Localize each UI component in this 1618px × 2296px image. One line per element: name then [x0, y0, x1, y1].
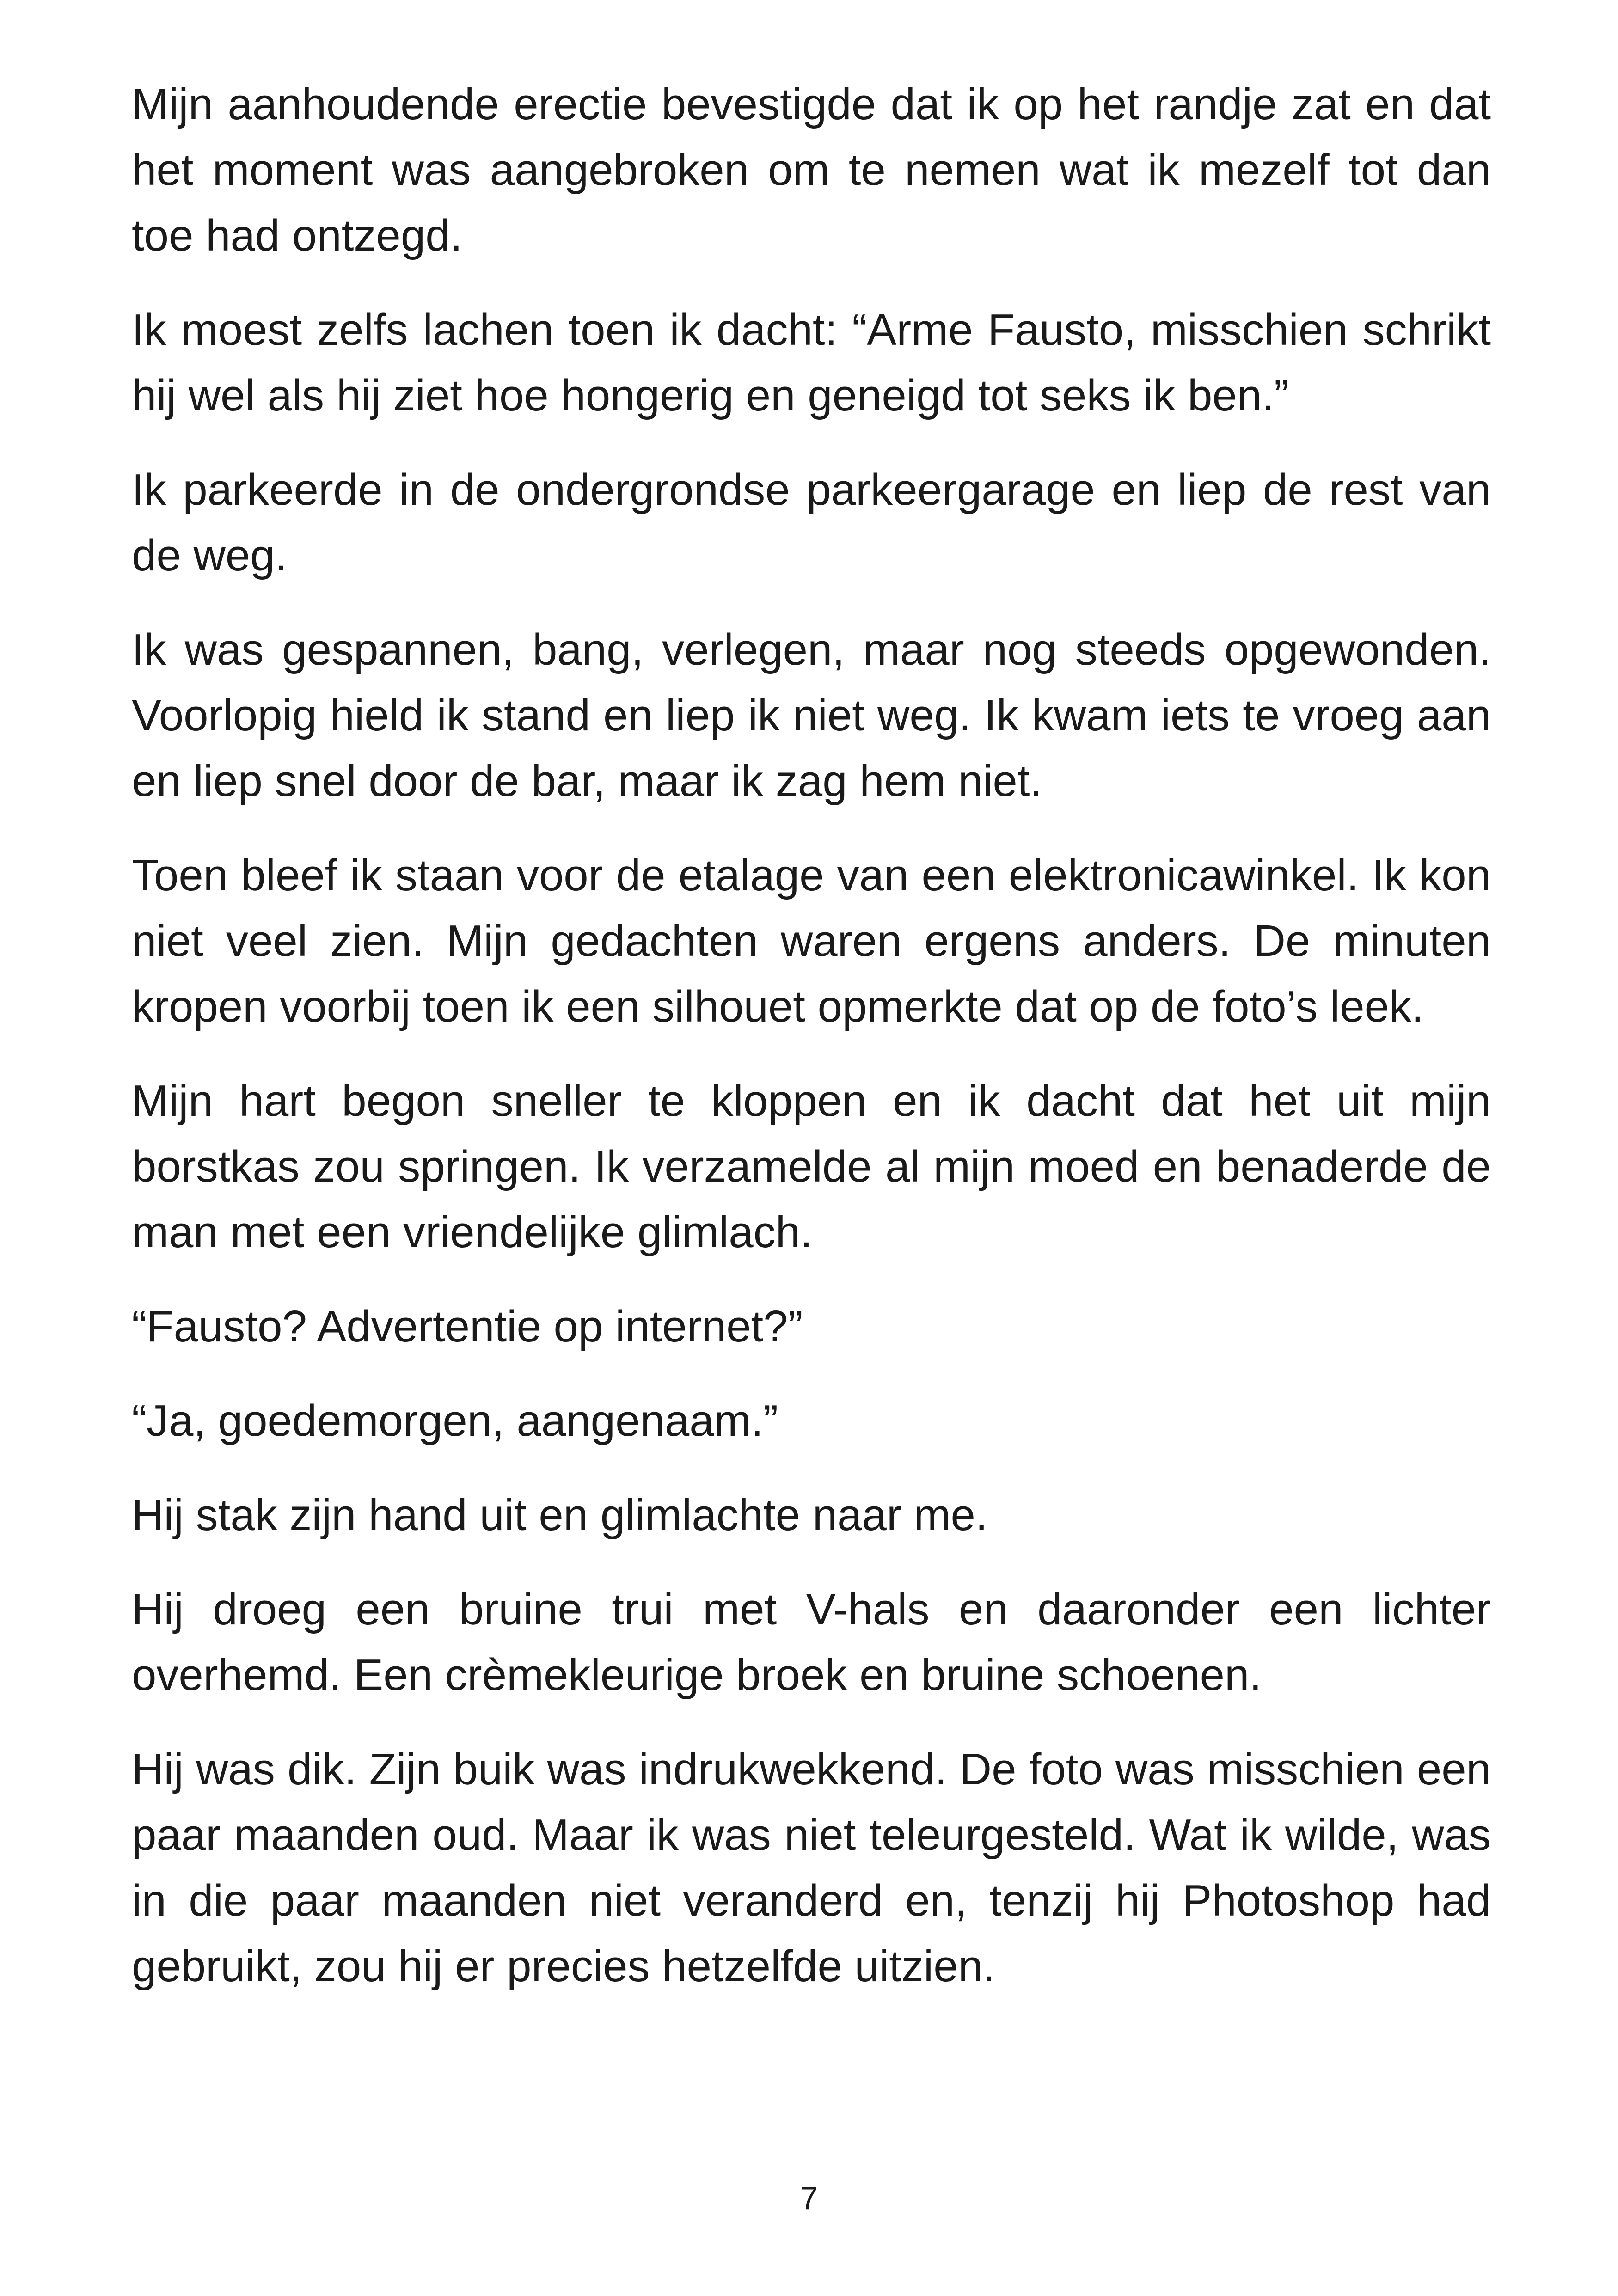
paragraph-8: “Ja, goedemorgen, aangenaam.”: [132, 1396, 778, 1445]
paragraph-9: Hij stak zijn hand uit en glimlachte naar me.: [132, 1490, 988, 1540]
paragraph-4: Ik was gespannen, bang, verlegen, maar nog steeds opgewonden. Voorlopig hield ik stand en liep ik niet weg. Ik kwam iets te vroeg aan en liep snel door de bar, maar ik zag hem niet.: [132, 625, 1491, 806]
paragraph-5: Toen bleef ik staan voor de etalage van een elektronicawinkel. Ik kon niet veel zien. Mijn gedachten waren ergens anders. De minuten kropen voorbij toen ik een silhouet opmerkte dat op de foto’s leek.: [132, 851, 1491, 1031]
paragraph-10: Hij droeg een bruine trui met V-hals en daaronder een lichter overhemd. Een crèmekleurige broek en bruine schoenen.: [132, 1585, 1491, 1700]
paragraph-3: Ik parkeerde in de ondergrondse parkeergarage en liep de rest van de weg.: [132, 465, 1491, 580]
page-number: 7: [800, 2180, 818, 2216]
paragraph-1: Mijn aanhoudende erectie bevestigde dat ik op het randje zat en dat het moment was aangebroken om te nemen wat ik mezelf tot dan toe had ontzegd.: [132, 80, 1491, 260]
paragraph-7: “Fausto? Advertentie op internet?”: [132, 1302, 803, 1351]
paragraph-2: Ik moest zelfs lachen toen ik dacht: “Arme Fausto, misschien schrikt hij wel als hij ziet hoe hongerig en geneigd tot seks ik ben.”: [132, 305, 1491, 420]
paragraph-6: Mijn hart begon sneller te kloppen en ik dacht dat het uit mijn borstkas zou springen. Ik verzamelde al mijn moed en benaderde de man met een vriendelijke glimlach.: [132, 1076, 1491, 1257]
body-text: [132, 72, 1491, 2028]
paragraph-11: Hij was dik. Zijn buik was indrukwekkend. De foto was misschien een paar maanden oud. Maar ik was niet teleurgesteld. Wat ik wilde, was in die paar maanden niet veranderd en, tenzij hij Photoshop had gebruikt, zou hij er precies hetzelfde uitzien.: [132, 1745, 1491, 1991]
